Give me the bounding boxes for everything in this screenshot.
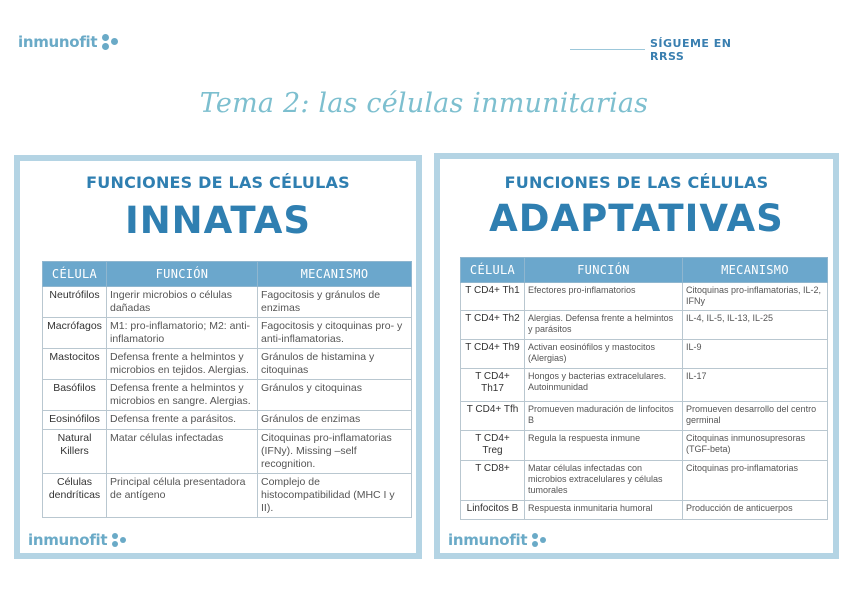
adaptive-cells-card	[434, 153, 839, 559]
table-row	[43, 411, 412, 430]
table-row	[461, 501, 828, 520]
card-brand-logo	[28, 531, 130, 549]
divider	[570, 49, 645, 50]
cell-function: Defensa frente a parásitos.	[107, 411, 258, 430]
card-subheading: INNATAS	[124, 199, 312, 242]
cell-mechanism: Citoquinas pro-inflamatorias	[683, 461, 828, 501]
cell-function: Matar células infectadas con microbios extracelulares y células tumorales	[525, 461, 683, 501]
cell-function: Ingerir microbios o células dañadas	[107, 287, 258, 318]
adaptive-cells-table	[460, 257, 828, 520]
cell-type: T CD8+	[461, 461, 525, 501]
table-row	[461, 340, 828, 369]
logo-dots-icon	[110, 533, 130, 548]
cell-type: Natural Killers	[43, 430, 107, 474]
card-heading: FUNCIONES DE LAS CÉLULAS	[504, 173, 769, 192]
table-row	[461, 311, 828, 340]
table-row	[43, 380, 412, 411]
cell-function: Regula la respuesta inmune	[525, 431, 683, 461]
brand-name: inmunofit	[448, 531, 528, 549]
brand-name: inmunofit	[18, 33, 98, 51]
cell-function: Efectores pro-inflamatorios	[525, 283, 683, 311]
column-header: MECANISMO	[258, 262, 412, 287]
logo-dots-icon	[530, 533, 550, 548]
cell-function: Hongos y bacterias extracelulares. Autoinmunidad	[525, 369, 683, 402]
cell-mechanism: Citoquinas pro-inflamatorias, IL-2, IFNy	[683, 283, 828, 311]
column-header: FUNCIÓN	[107, 262, 258, 287]
social-follow[interactable]	[570, 36, 755, 63]
cell-mechanism: Gránulos de histamina y citoquinas	[258, 349, 412, 380]
cell-function: M1: pro-inflamatorio; M2: anti-inflamatorio	[107, 318, 258, 349]
table-row	[43, 474, 412, 518]
cell-mechanism: Citoquinas inmunosupresoras (TGF-beta)	[683, 431, 828, 461]
card-heading: FUNCIONES DE LAS CÉLULAS	[86, 173, 350, 192]
cell-type: T CD4+ Treg	[461, 431, 525, 461]
innate-cells-card	[14, 155, 422, 559]
cell-mechanism: IL-9	[683, 340, 828, 369]
brand-logo	[18, 33, 122, 51]
cell-mechanism: Fagocitosis y citoquinas pro- y anti-inflamatorias.	[258, 318, 412, 349]
column-header: CÉLULA	[43, 262, 107, 287]
cell-function: Respuesta inmunitaria humoral	[525, 501, 683, 520]
cell-type: T CD4+ Th2	[461, 311, 525, 340]
cell-type: Basófilos	[43, 380, 107, 411]
cell-function: Alergias. Defensa frente a helmintos y parásitos	[525, 311, 683, 340]
cell-type: Mastocitos	[43, 349, 107, 380]
cell-type: Neutrófilos	[43, 287, 107, 318]
cell-mechanism: Promueven desarrollo del centro germinal	[683, 402, 828, 431]
table-row	[461, 369, 828, 402]
page-title: Tema 2: las células inmunitarias	[199, 88, 649, 119]
cell-mechanism: IL-4, IL-5, IL-13, IL-25	[683, 311, 828, 340]
table-row	[461, 283, 828, 311]
table-row	[461, 431, 828, 461]
social-follow-label[interactable]: SÍGUEME EN RRSS	[650, 37, 732, 63]
cell-mechanism: Gránulos y citoquinas	[258, 380, 412, 411]
cell-mechanism: Gránulos de enzimas	[258, 411, 412, 430]
column-header: FUNCIÓN	[525, 258, 683, 283]
cell-function: Matar células infectadas	[107, 430, 258, 474]
cell-mechanism: IL-17	[683, 369, 828, 402]
brand-name: inmunofit	[28, 531, 108, 549]
table-row	[461, 461, 828, 501]
cell-function: Defensa frente a helmintos y microbios en sangre. Alergias.	[107, 380, 258, 411]
cell-mechanism: Citoquinas pro-inflamatorias (IFNy). Missing –self recognition.	[258, 430, 412, 474]
card-subheading: ADAPTATIVAS	[489, 197, 784, 240]
cell-type: Células dendríticas	[43, 474, 107, 518]
innate-cells-table	[42, 261, 412, 518]
cell-function: Defensa frente a helmintos y microbios en tejidos. Alergias.	[107, 349, 258, 380]
table-row	[43, 349, 412, 380]
column-header: MECANISMO	[683, 258, 828, 283]
cell-type: T CD4+ Tfh	[461, 402, 525, 431]
cell-type: T CD4+ Th1	[461, 283, 525, 311]
cell-type: Macrófagos	[43, 318, 107, 349]
cell-mechanism: Producción de anticuerpos	[683, 501, 828, 520]
logo-dots-icon	[100, 34, 122, 50]
cell-type: T CD4+ Th9	[461, 340, 525, 369]
cell-mechanism: Complejo de histocompatibilidad (MHC I y II).	[258, 474, 412, 518]
table-row	[43, 287, 412, 318]
column-header: CÉLULA	[461, 258, 525, 283]
table-header-row	[461, 258, 828, 283]
table-row	[43, 318, 412, 349]
cell-type: T CD4+ Th17	[461, 369, 525, 402]
cell-type: Linfocitos B	[461, 501, 525, 520]
table-row	[461, 402, 828, 431]
card-brand-logo	[448, 531, 550, 549]
table-row	[43, 430, 412, 474]
table-header-row	[43, 262, 412, 287]
cell-function: Promueven maduración de linfocitos B	[525, 402, 683, 431]
cell-mechanism: Fagocitosis y gránulos de enzimas	[258, 287, 412, 318]
cell-function: Activan eosinófilos y mastocitos (Alergias)	[525, 340, 683, 369]
cell-function: Principal célula presentadora de antígeno	[107, 474, 258, 518]
cell-type: Eosinófilos	[43, 411, 107, 430]
